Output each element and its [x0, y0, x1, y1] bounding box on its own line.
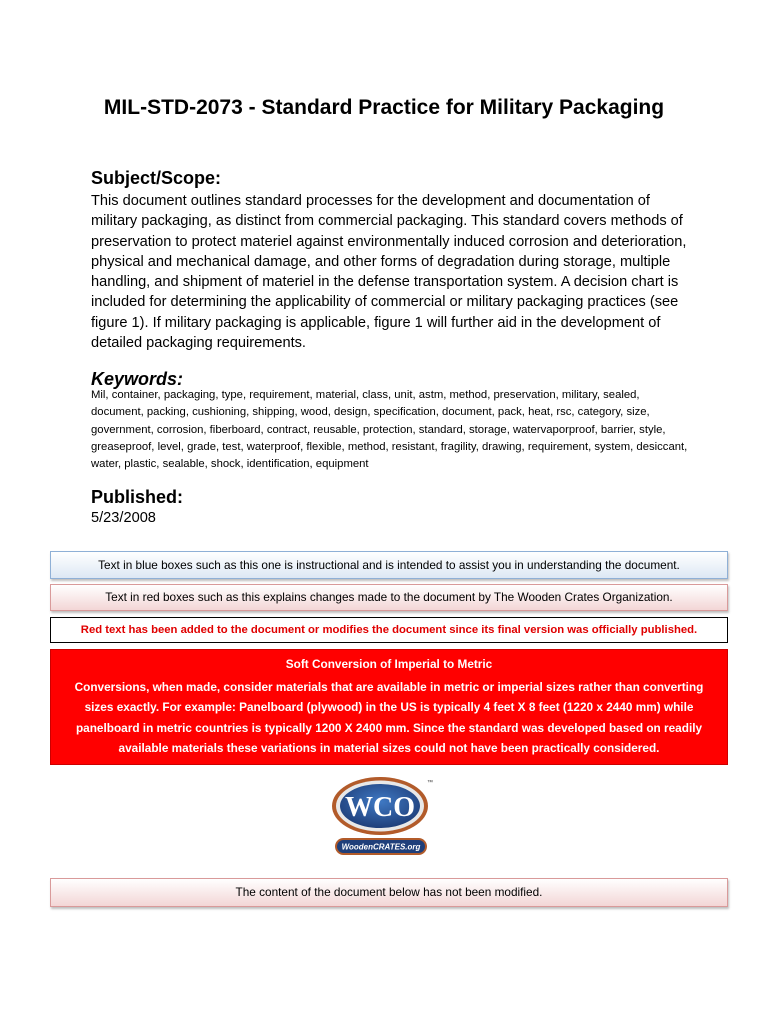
published-heading: Published:	[91, 487, 184, 507]
red-text-notice: Red text has been added to the document or modifies the document since its final version was officially published.	[50, 617, 728, 643]
subject-body: This document outlines standard processes for the development and documentation of military packaging, as distinct from commercial packaging. This standard covers methods of preservation to protect materiel against environmentally induced corrosion and deterioration, physical and mechanical damage, and other forms of degradation during storage, multiple handling, and shipment of materiel in the defense transportation system. A decision chart is included for determining the applicability of commercial or military packaging practices (see figure 1). If military packaging is applicable, figure 1 will further aid in the development of detailed packaging requirements.	[91, 193, 687, 352]
trademark-mark: ™	[427, 780, 433, 786]
wco-logo	[330, 776, 434, 860]
published-date: 5/23/2008	[91, 510, 156, 526]
logo-text: WCO	[345, 792, 415, 823]
wco-logo-graphic	[330, 776, 434, 860]
instructional-notice: Text in blue boxes such as this one is instructional and is intended to assist you in understanding the document.	[50, 551, 728, 579]
conversion-title: Soft Conversion of Imperial to Metric	[285, 657, 493, 671]
page-title: MIL-STD-2073 - Standard Practice for Military Packaging	[103, 96, 665, 119]
subject-heading: Subject/Scope:	[91, 168, 222, 188]
conversion-notice	[50, 649, 728, 765]
conversion-body: Conversions, when made, consider materials that are available in metric or imperial sizes rather than converting sizes exactly. For example: Panelboard (plywood) in the US is typically 4 feet X 8 feet (1220 x 2440 mm) while panelboard in metric countries is typically 1200 X 2400 mm. Since the standard was developed based on readily available materials these variations in material sizes could not have been practically considered.	[74, 679, 704, 755]
keywords-heading: Keywords:	[91, 369, 184, 389]
logo-tagline: WoodenCRATES.org	[341, 842, 421, 852]
keywords-body: Mil, container, packaging, type, requirement, material, class, unit, astm, method, preservation, military, sealed, document, packing, cushioning, shipping, wood, design, specification, document, pack, heat, rsc, category, size, government, corrosion, fiberboard, contract, reusable, protection, standard, storage, watervaporproof, barrier, style, greaseproof, level, grade, test, waterproof, flexible, method, resistant, fragility, drawing, requirement, system, desiccant, water, plastic, sealable, shock, identification, equipment	[91, 389, 688, 471]
changes-notice: Text in red boxes such as this explains changes made to the document by The Wooden Crates Organization.	[50, 584, 728, 611]
unmodified-notice: The content of the document below has not been modified.	[50, 878, 728, 907]
